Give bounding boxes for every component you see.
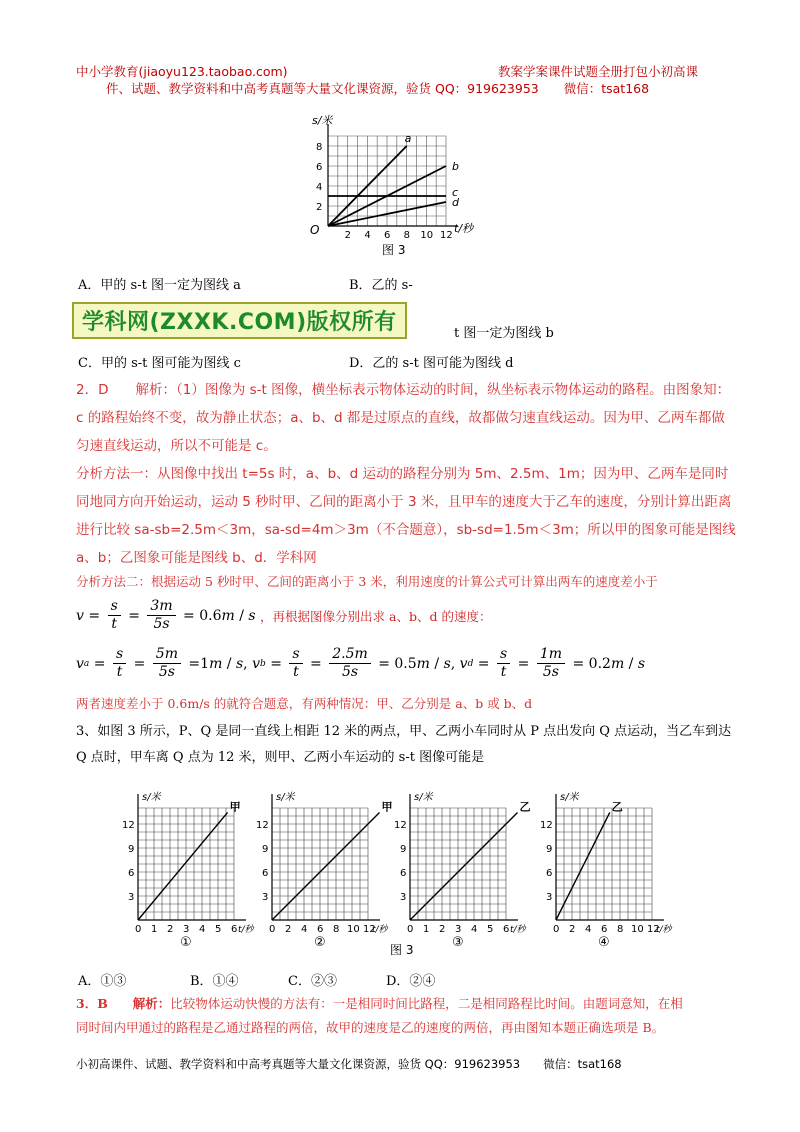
- copyright-banner: 学科网(ZXXK.COM)版权所有: [72, 302, 407, 339]
- graph-xlabel: t/秒: [372, 925, 388, 935]
- option-2A: A．甲的 s-t 图一定为图线 a: [78, 278, 241, 293]
- y-tick-label: 4: [316, 182, 323, 193]
- graph-ylabel: s/米: [414, 792, 433, 803]
- y-tick-label: 9: [546, 844, 553, 855]
- line-label-a: a: [404, 132, 412, 145]
- y-tick-label: 3: [128, 892, 135, 903]
- y-tick-label: 6: [262, 868, 269, 879]
- x-tick-label: 6: [601, 924, 608, 935]
- answer3-text1: 比较物体运动快慢的方法有：一是相同时间比路程，二是相同路程比时间。由题词意知，在相: [170, 996, 683, 1011]
- answer3-line2: 同时间内甲通过的路程是乙通过路程的两倍，故甲的速度是乙的速度的两倍，再由图知本题正确选项是 B。: [76, 1020, 665, 1035]
- x-tick-label: 12: [363, 924, 376, 935]
- y-tick-label: 12: [540, 820, 553, 831]
- y-tick-label: 6: [546, 868, 553, 879]
- x-tick-label: 4: [471, 924, 478, 935]
- graph-line-label: 乙: [519, 800, 531, 814]
- formula1-tail: ，再根据图像分别出求 a、b、d 的速度：: [260, 608, 492, 624]
- x-tick-label: 3: [183, 924, 190, 935]
- formula-speed-diff: v = $\frac{s}{t}$ = $\frac{3m}{5s}$ = 0.6 m / s ，再根据图像分别出求 a、b、d 的速度：: [76, 598, 492, 632]
- graph-xlabel: t/秒: [510, 925, 526, 935]
- header-line2: 件、试题、教学资料和中高考真题等大量文化课资源，验货 QQ：919623953 微信：tsat168: [106, 81, 650, 96]
- x-tick-label: 8: [617, 924, 624, 935]
- line-label-d: d: [452, 196, 459, 209]
- answer2-method2: 分析方法二：根据运动 5 秒时甲、乙间的距离小于 3 米，利用速度的计算公式可计算出两车的速度差小于: [76, 574, 658, 589]
- option-2B-part1: B．乙的 s-: [349, 278, 413, 293]
- y-tick-label: 9: [128, 844, 135, 855]
- option-3C: C．②③: [288, 974, 337, 989]
- graph-xlabel: t/秒: [656, 925, 672, 935]
- formula-speeds: v a = $\frac{s}{t}$ = $\frac{5m}{5s}$ =1 m / s , v b = $\frac{s}{t}$ = $\frac{2.5m}{5s}$ = 0.5 m / s , v d = $\frac{s}{t}$ = $\frac{1m}{5s}$ = 0.2 m / s: [76, 646, 646, 680]
- line-label-b: b: [452, 160, 459, 173]
- x-tick-label: 12: [440, 230, 453, 241]
- x-tick-label: 3: [455, 924, 462, 935]
- option-3B: B．①④: [190, 974, 239, 989]
- x-tick-label: 0: [269, 924, 276, 935]
- graph-number: ①: [180, 935, 192, 950]
- y-tick-label: 12: [256, 820, 269, 831]
- y-tick-label: 12: [122, 820, 135, 831]
- figure1-origin: O: [310, 223, 320, 237]
- graph-number: ③: [452, 935, 464, 950]
- x-tick-label: 4: [364, 230, 371, 241]
- x-tick-label: 2: [344, 230, 352, 241]
- graph-ylabel: s/米: [560, 792, 579, 803]
- graph-line-label: 甲: [229, 800, 241, 814]
- header-left: 中小学教育(jiaoyu123.taobao.com): [76, 64, 288, 79]
- x-tick-label: 8: [403, 230, 411, 241]
- x-tick-label: 1: [423, 924, 430, 935]
- answer3-lead: 3．B 解析：: [76, 996, 171, 1011]
- footer: 小初高课件、试题、教学资料和中高考真题等大量文化课资源，验货 QQ：919623953 微信：tsat168: [76, 1057, 622, 1071]
- question3-graphs: [110, 778, 710, 958]
- y-tick-label: 9: [400, 844, 407, 855]
- x-tick-label: 0: [407, 924, 414, 935]
- graph-ylabel: s/米: [142, 792, 161, 803]
- figure1-xlabel: t/秒: [454, 222, 474, 235]
- x-tick-label: 8: [333, 924, 340, 935]
- graph-number: ②: [314, 935, 326, 950]
- y-tick-label: 2: [316, 202, 323, 213]
- y-tick-label: 9: [262, 844, 269, 855]
- option-2B-part2: t 图一定为图线 b: [454, 326, 554, 341]
- x-tick-label: 6: [384, 230, 391, 241]
- figure1-graph: [300, 108, 500, 260]
- x-tick-label: 2: [285, 924, 292, 935]
- x-tick-label: 6: [317, 924, 324, 935]
- graph-4: [540, 791, 674, 950]
- answer2-conclusion: 两者速度差小于 0.6m/s 的就符合题意，有两种情况：甲、乙分别是 a、b 或 b、d: [76, 696, 533, 711]
- option-3A: A．①③: [78, 974, 127, 989]
- x-tick-label: 2: [167, 924, 174, 935]
- y-tick-label: 8: [316, 142, 323, 153]
- y-tick-label: 3: [400, 892, 407, 903]
- y-tick-label: 3: [546, 892, 553, 903]
- y-tick-label: 12: [394, 820, 407, 831]
- x-tick-label: 6: [503, 924, 510, 935]
- option-2C: C．甲的 s-t 图可能为图线 c: [78, 356, 241, 371]
- graph-number: ④: [598, 935, 610, 950]
- figure1-ylabel: s/米: [312, 114, 333, 127]
- question3-line2: Q 点时，甲车离 Q 点为 12 米，则甲、乙两小车运动的 s-t 图像可能是: [76, 750, 485, 765]
- graph-3: [394, 791, 531, 950]
- option-2D: D．乙的 s-t 图可能为图线 d: [349, 356, 514, 371]
- graph-line-label: 甲: [381, 800, 393, 814]
- figure1-caption: 图 3: [382, 243, 406, 257]
- x-tick-label: 5: [487, 924, 494, 935]
- x-tick-label: 5: [215, 924, 222, 935]
- answer2-analysis: 2．D 解析：（1）图像为 s-t 图像，横坐标表示物体运动的时间，纵坐标表示物体运动的路程。由图象知：c 的路程始终不变，故为静止状态；a、b、d 都是过原点的直线，故都做匀速直线运动。因为甲、乙两车都做匀速直线运动，所以不可能是 c。: [76, 382, 731, 454]
- figure3-caption: 图 3: [390, 943, 414, 957]
- x-tick-label: 10: [420, 230, 434, 241]
- line-label-c: c: [452, 186, 459, 199]
- graph-ylabel: s/米: [276, 792, 295, 803]
- x-tick-label: 4: [585, 924, 592, 935]
- y-tick-label: 3: [262, 892, 269, 903]
- x-tick-label: 0: [135, 924, 142, 935]
- graph-2: [256, 791, 393, 950]
- x-tick-label: 4: [301, 924, 308, 935]
- graph-xlabel: t/秒: [238, 925, 254, 935]
- header-right: 教案学案课件试题全册打包小初高课: [498, 64, 699, 79]
- option-3D: D．②④: [386, 974, 436, 989]
- x-tick-label: 6: [231, 924, 238, 935]
- x-tick-label: 0: [553, 924, 560, 935]
- graph-line-label: 乙: [611, 800, 623, 814]
- y-tick-label: 6: [400, 868, 407, 879]
- x-tick-label: 4: [199, 924, 206, 935]
- answer3-line1: [76, 994, 683, 1012]
- question3-line1: 3、如图 3 所示，P、Q 是同一直线上相距 12 米的两点，甲、乙两小车同时从 P 点出发向 Q 点运动，当乙车到达: [76, 724, 732, 739]
- x-tick-label: 10: [347, 924, 360, 935]
- x-tick-label: 10: [631, 924, 644, 935]
- y-tick-label: 6: [316, 162, 323, 173]
- x-tick-label: 1: [151, 924, 158, 935]
- x-tick-label: 12: [647, 924, 660, 935]
- y-tick-label: 6: [128, 868, 135, 879]
- x-tick-label: 2: [569, 924, 576, 935]
- x-tick-label: 2: [439, 924, 446, 935]
- graph-1: [122, 791, 256, 950]
- answer2-method1: 分析方法一：从图像中找出 t=5s 时，a、b、d 运动的路程分别为 5m、2.5m、1m；因为甲、乙两车是同时同地同方向开始运动，运动 5 秒时甲、乙间的距离小于 3 米，且甲车的速度大于乙车的速度，分别计算出距离进行比较 sa-sb=2.5m＜3m，sa-sd=4m＞3m（不合题意），sb-sd=1.5m＜3m；所以甲的图象可能是图线 a、b；乙图象可能是图线 b、d．学科网: [76, 466, 736, 566]
